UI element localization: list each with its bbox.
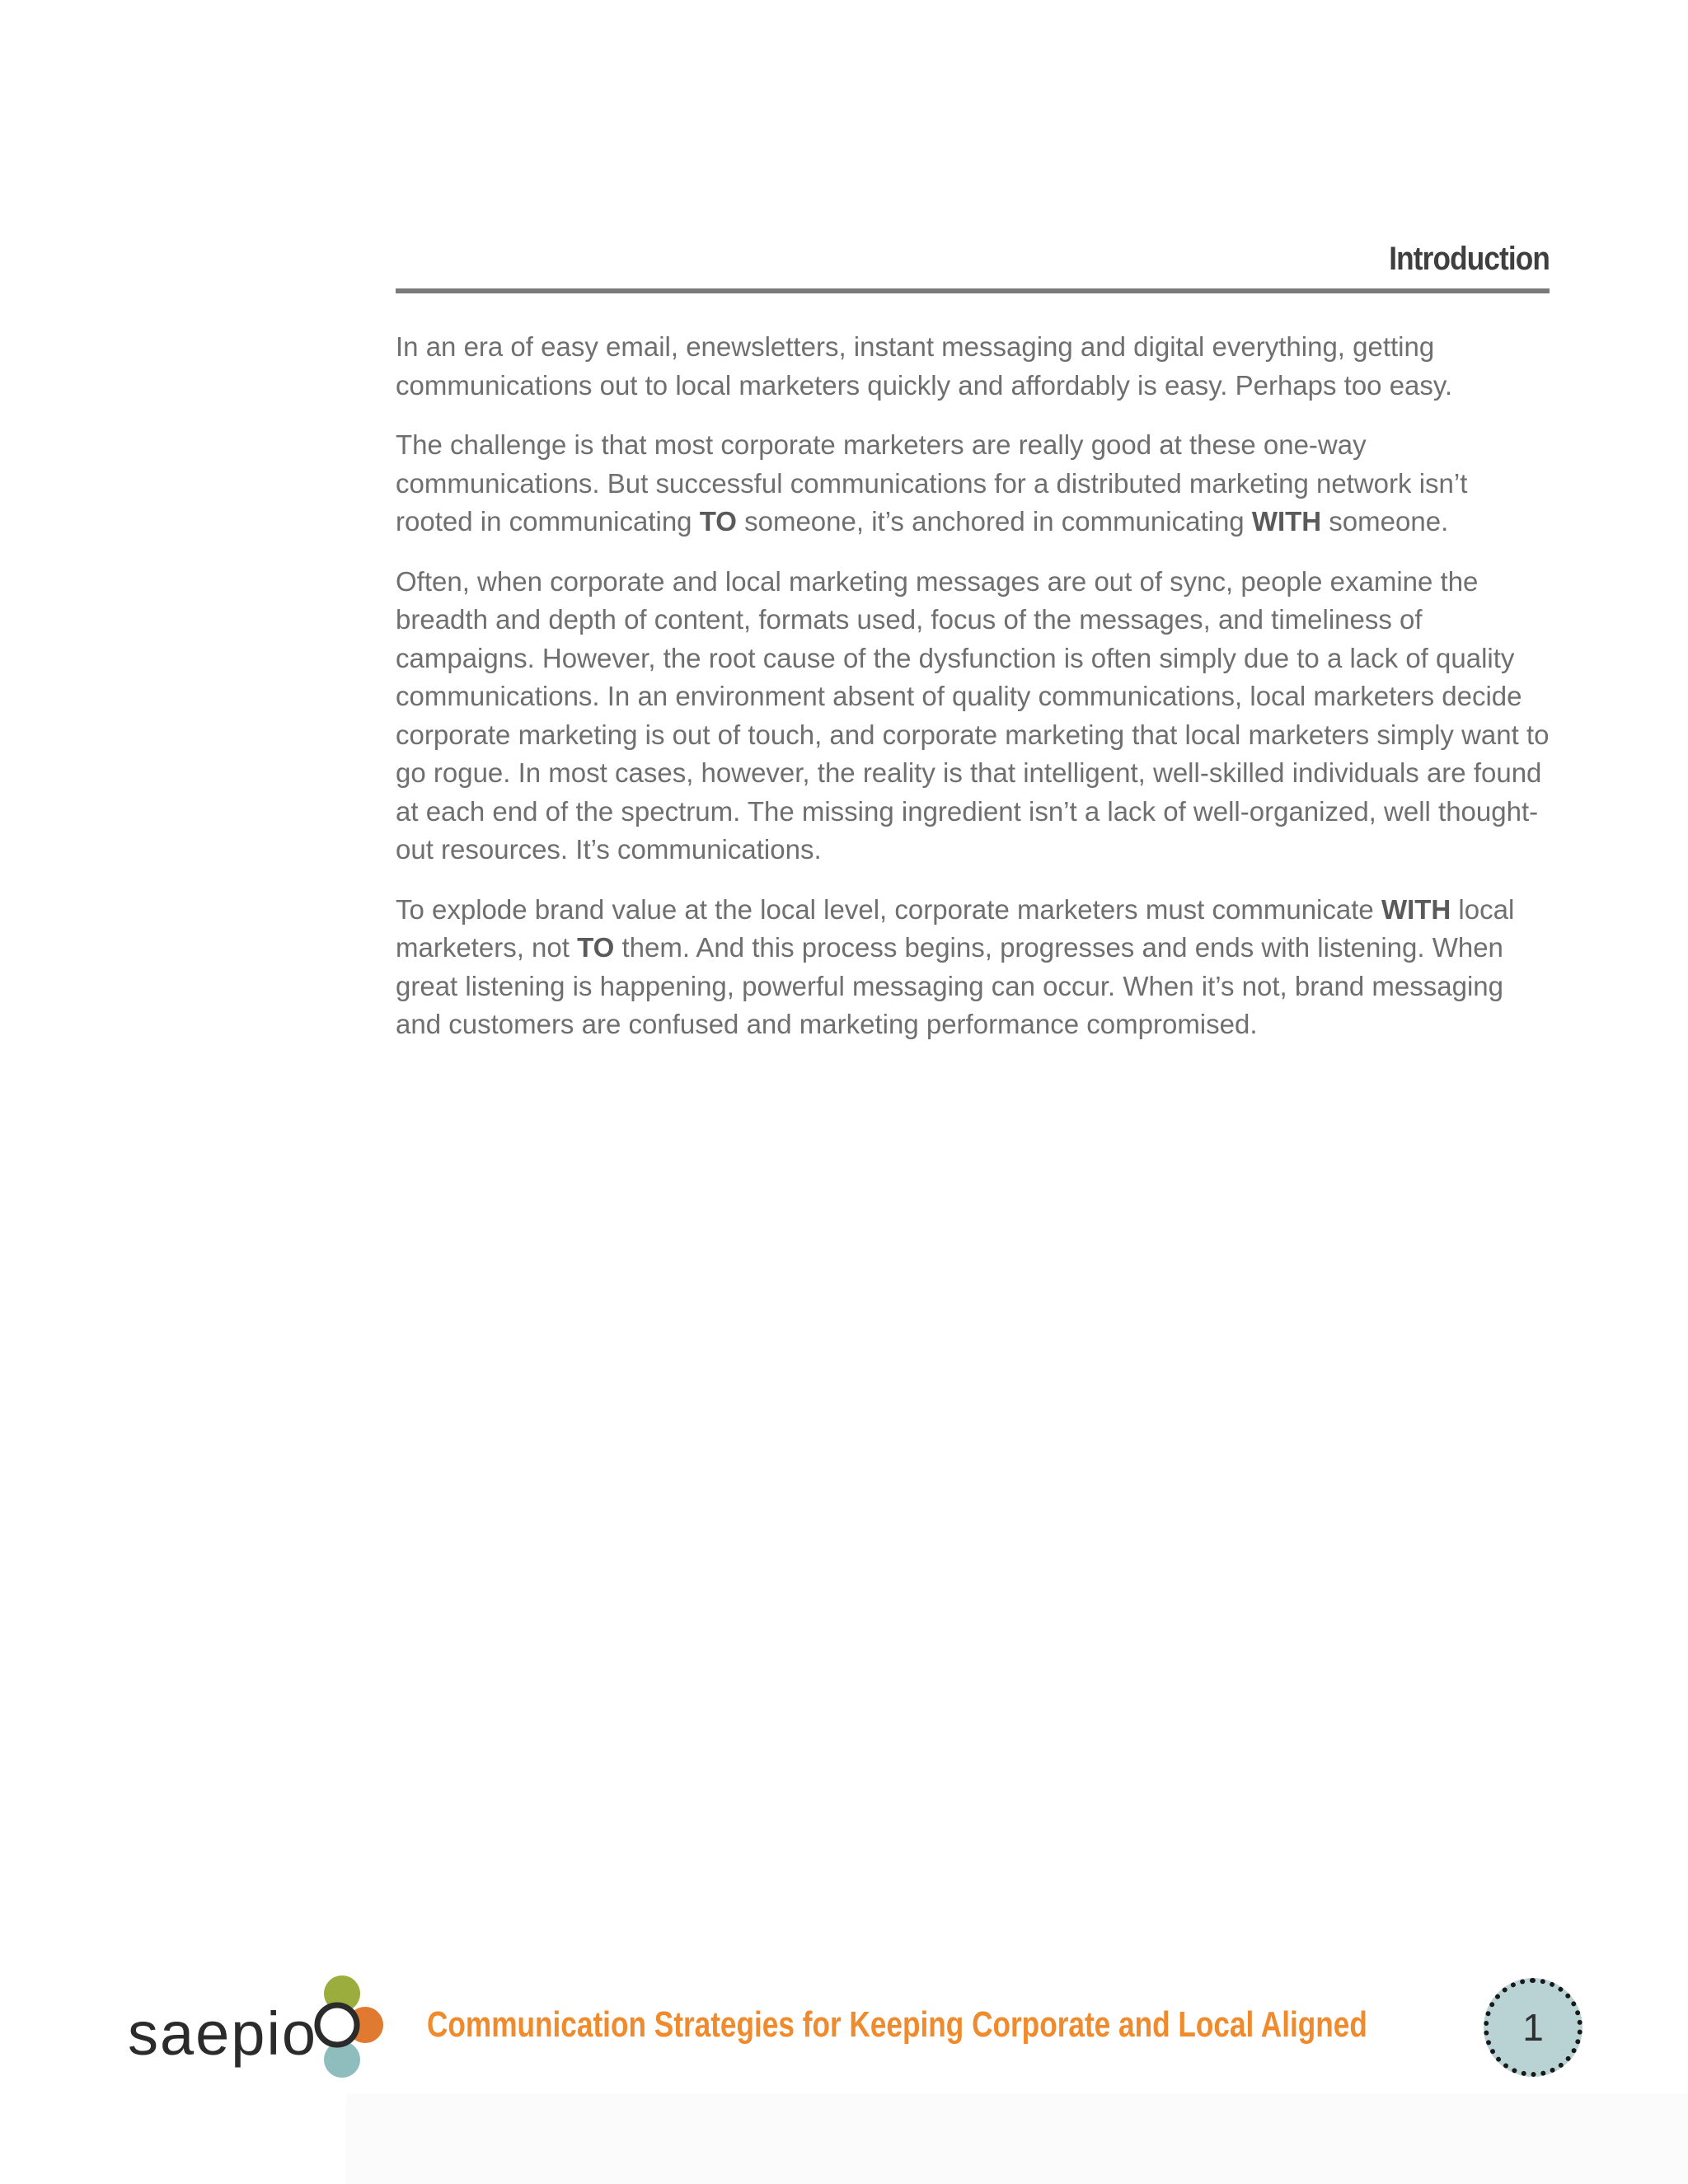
logo-circles-icon — [307, 1974, 383, 2081]
logo-wordmark: saepio — [128, 1999, 318, 2068]
paragraph-4 — [396, 891, 1550, 1044]
paragraph-4-text-b: local marketers, not — [396, 893, 1515, 963]
paragraph-4-text-a: To explode brand value at the local level, corporate marketers must communicate — [396, 893, 1381, 925]
emphasis-with: WITH — [1251, 506, 1322, 537]
paragraph-4-text-c: them. And this process begins, progresses and ends with listening. When great listening is happening, powerful messaging can occur. When it’s not, brand messaging and customers are confused and marketing performance compromised. — [396, 932, 1504, 1039]
main-content — [396, 328, 1550, 1066]
paragraph-2-text-c: someone. — [1321, 506, 1449, 537]
section-heading: Introduction — [1389, 241, 1550, 277]
paragraph-3: Often, when corporate and local marketing messages are out of sync, people examine the breadth and depth of content, formats used, focus of the messages, and timeliness of campaigns. However, the root cause of the dysfunction is often simply due to a lack of quality communications. In an environment absent of quality communications, local marketers decide corporate marketing is out of touch, and corporate marketing that local marketers simply want to go rogue. In most cases, however, the reality is that intelligent, well-skilled individuals are found at each end of the spectrum. The missing ingredient isn’t a lack of well-organized, well thought-out resources. It’s communications. — [396, 565, 1550, 865]
footer-band — [346, 2093, 1688, 2184]
paragraph-2-text-b: someone, it’s anchored in communicating — [736, 506, 1252, 537]
saepio-logo — [128, 1974, 383, 2081]
page-number: 1 — [1522, 2006, 1544, 2049]
footer-title: Communication Strategies for Keeping Corporate and Local Aligned — [427, 2004, 1367, 2045]
logo-ring — [317, 2005, 357, 2045]
emphasis-with: WITH — [1381, 893, 1451, 925]
paragraph-2-text-a: The challenge is that most corporate marketers are really good at these one-way communications. But successful communications for a distributed marketing network isn’t rooted in communicating — [396, 429, 1468, 537]
page-number-badge — [1484, 1978, 1582, 2077]
paragraph-1: In an era of easy email, enewsletters, instant messaging and digital everything, getting communications out to local marketers quickly and affordably is easy. Perhaps too easy. — [396, 331, 1453, 401]
emphasis-to: TO — [699, 506, 737, 537]
emphasis-to: TO — [577, 932, 615, 963]
heading-divider — [396, 288, 1550, 293]
paragraph-2 — [396, 426, 1550, 541]
